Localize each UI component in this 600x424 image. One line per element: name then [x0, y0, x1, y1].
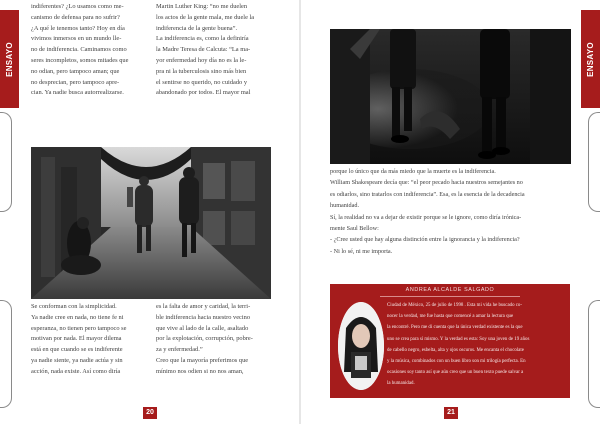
text-line: vivimos inmersos en un mundo lle- [31, 35, 122, 43]
page-number: 21 [444, 407, 458, 419]
text-line: humanidad. [330, 202, 360, 210]
bio-line: nocer la verdad, me fue hasta que comencé a amar la lectura que [387, 314, 514, 320]
author-photo [338, 302, 384, 390]
bio-line: ocasiones soy tanto así que aún creo que un buen texto puede salvar a [387, 370, 524, 376]
text-line: za y enfermedad.” [156, 346, 203, 354]
author-name: ANDREA ALCALDE SALGADO [405, 287, 495, 293]
text-line: Se conforman con la simplicidad. [31, 303, 117, 310]
right-page [301, 0, 600, 424]
text-line: el sentirse no querido, no cuidado y [156, 78, 248, 86]
text-column-top-2 [156, 2, 274, 99]
author-divider [380, 296, 520, 297]
section-label-left: ENSAYO [5, 41, 15, 77]
text-line: por la explotación, corrupción, pobre- [156, 335, 253, 343]
text-line: Sí, la realidad no va a dejar de existir porque se le ignore, como diría irónica- [330, 213, 522, 221]
text-line: seres incompletos, somos mitades que [31, 56, 129, 64]
text-line: indiferentes? ¿Lo usamos como me- [31, 3, 124, 10]
bio-line: la encontré. Pero me di cuenta que la única verdad existente es la que [387, 325, 523, 331]
text-line: La indiferencia es, como la definiría [156, 35, 249, 43]
text-line: indiferencia de la gente buena”. [156, 24, 238, 32]
text-line: Creo que la mayoría preferimos que [156, 356, 249, 364]
section-label-right: ENSAYO [586, 41, 596, 77]
text-line: ya nadie siente, ya nadie actúa y sin [31, 356, 123, 364]
text-line: pra ni la tuberculosis sino más bien [156, 67, 247, 75]
bio-line: uno se crea para sí mismo. Y la verdad es esta: Soy una joven de 19 años [387, 336, 530, 342]
page-number: 20 [143, 407, 157, 419]
street-photo-image [31, 147, 271, 299]
text-line: no de indiferencia. Caminamos como [31, 46, 127, 54]
author-box [330, 284, 570, 398]
text-column-top-1 [31, 2, 146, 99]
section-tab-right [581, 10, 600, 108]
text-line: yor enfermedad hoy día no es la le- [156, 56, 247, 64]
margin-bracket [588, 300, 600, 408]
margin-bracket [0, 300, 12, 408]
author-portrait [338, 302, 384, 390]
walkers-photo [330, 29, 571, 164]
text-line: - Ni lo sé, ni me importa. [330, 247, 393, 255]
bio-line: la humanidad. [387, 381, 415, 387]
text-line: cian. Ya nadie busca autorrealizarse. [31, 89, 124, 97]
margin-bracket [588, 112, 600, 212]
bio-line: y la música, combinados con un buen libro son mi trilogía perfecta. En [387, 359, 526, 365]
text-line: que vive al lado de la calle, asaltado [156, 324, 249, 332]
text-line: Ya nadie cree en nada, no tiene fe ni [31, 313, 124, 321]
section-tab-left [0, 10, 19, 108]
text-column-bottom-1 [31, 302, 146, 378]
text-line: es odiarlos, sino tratarlos con indiferencia”. Esa, es la esencia de la decadencia [330, 190, 525, 198]
text-line: canismo de defensa para no sufrir? [31, 13, 120, 21]
left-page [0, 0, 299, 424]
text-line: es la falta de amor y caridad, la terri- [156, 303, 251, 310]
walkers-photo-image [330, 29, 571, 164]
text-line: ¿A qué le tenemos tanto? Hoy en día [31, 24, 125, 32]
margin-bracket [0, 112, 12, 212]
bio-line: Ciudad de México, 25 de julio de 1998 . Esta mi vida he buscado co- [387, 303, 523, 308]
text-line: no desprecian, pero tampoco apre- [31, 78, 120, 86]
right-body-text [330, 166, 575, 257]
text-line: Martin Luther King: “no me duelen [156, 3, 248, 10]
text-line: acción, nada existe. Así como diría [31, 367, 121, 375]
text-line: - ¿Cree usted que hay alguna distinción entre la ignorancia y la indiferencia? [330, 236, 520, 244]
text-line: motivan por nada. El mayor dilema [31, 335, 122, 343]
text-line: William Shakespeare decía que: “el peor pecado hacia nuestros semejantes no [330, 179, 523, 187]
text-line: los actos de la gente mala, me duele la [156, 13, 255, 21]
text-line: abandonado por todos. El mayor mal [156, 89, 251, 97]
street-photo [31, 147, 271, 299]
text-line: mínimo nos odien si no nos aman, [156, 367, 244, 375]
bio-line: de cabello negro, esbelta, alta y ojos oscuros. Me encanta el chocolate [387, 347, 524, 353]
text-column-bottom-2 [156, 302, 274, 378]
author-bio [387, 300, 567, 390]
text-line: mente Saul Bellow: [330, 225, 379, 233]
text-line: porque lo único que da más miedo que la muerte es la indiferencia. [330, 168, 496, 175]
text-line: no odian, pero tampoco aman; que [31, 67, 120, 75]
text-line: ble indiferencia hacia nuestro vecino [156, 313, 251, 321]
text-line: esperanza, no tienen pero tampoco se [31, 324, 127, 332]
text-line: la Madre Teresa de Calcuta: “La ma- [156, 46, 251, 54]
text-line: está en que cuando se es indiferente [31, 346, 123, 354]
